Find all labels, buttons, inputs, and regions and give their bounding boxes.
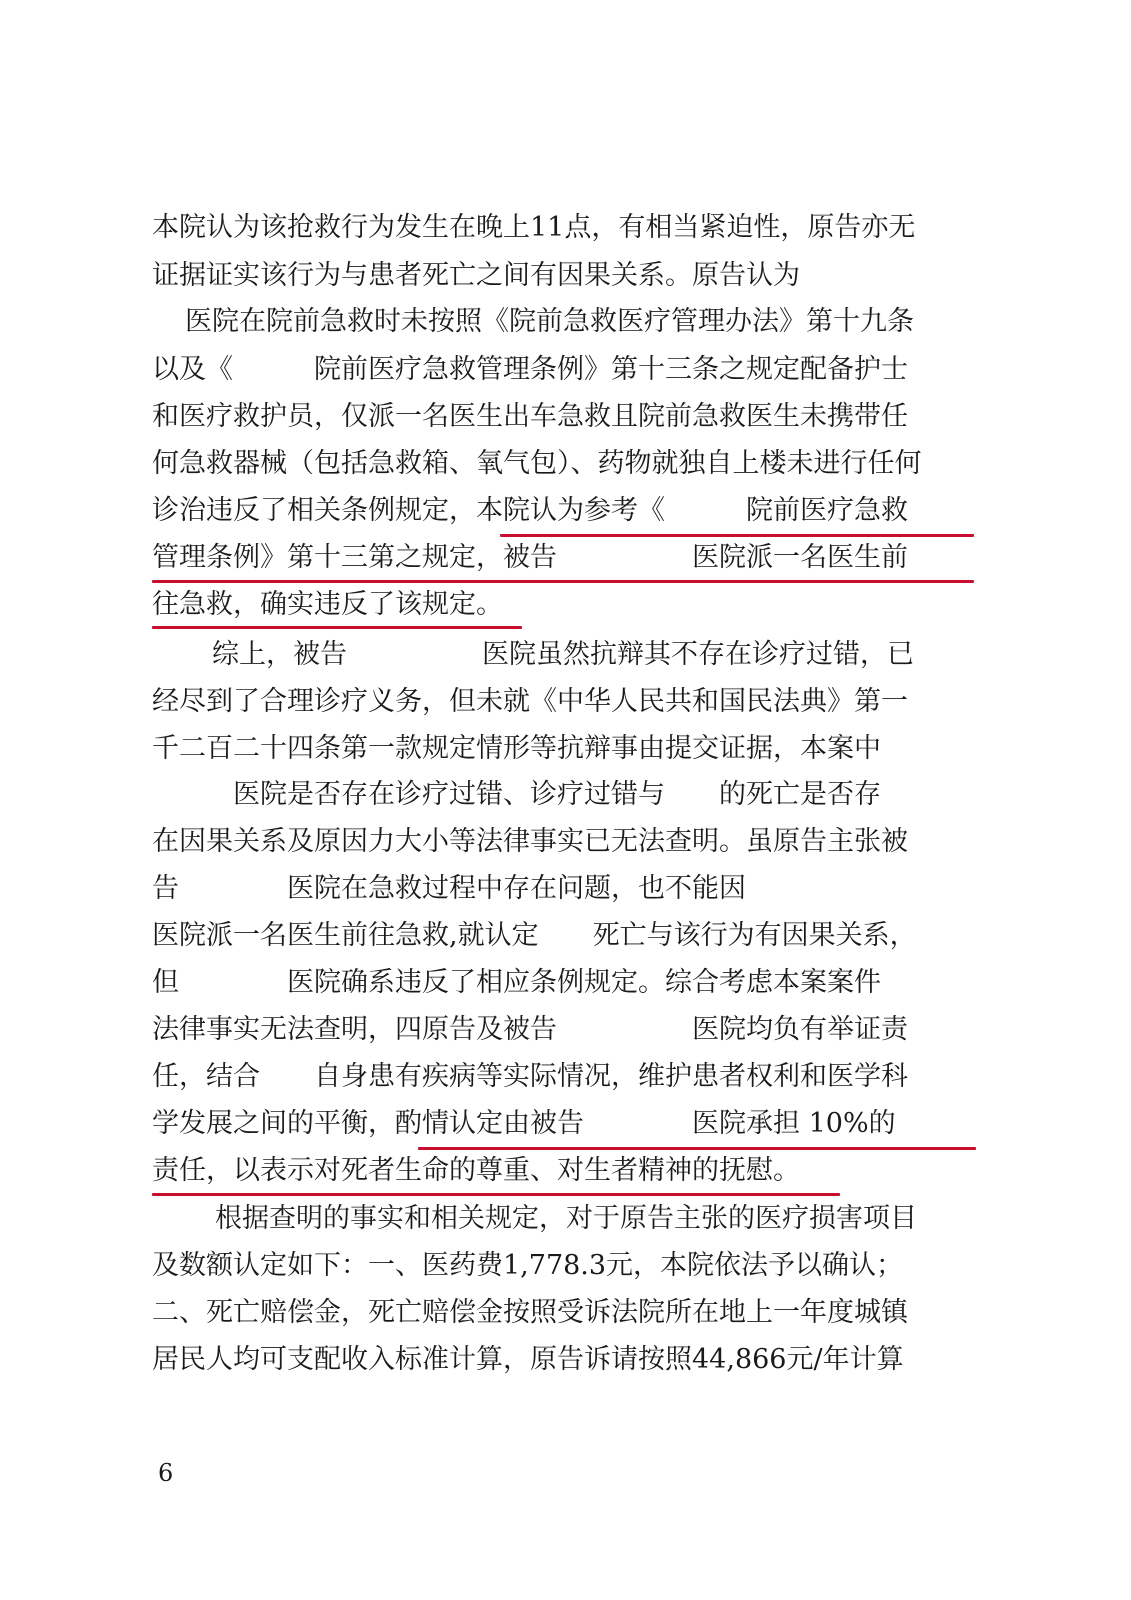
text-line: 及数额认定如下：一、医药费1,778.3元，本院依法予以确认； bbox=[152, 1250, 904, 1281]
text-line: 本院认为该抢救行为发生在晚上11点，有相当紧迫性，原告亦无 bbox=[152, 212, 916, 243]
text-line: 证据证实该行为与患者死亡之间有因果关系。原告认为 bbox=[152, 260, 800, 291]
text-line: 二、死亡赔偿金，死亡赔偿金按照受诉法院所在地上一年度城镇 bbox=[152, 1297, 908, 1328]
text-line: 何急救器械（包括急救箱、氧气包）、药物就独自上楼未进行任何 bbox=[152, 448, 922, 479]
text-line: 管理条例》第十三第之规定，被告 医院派一名医生前 bbox=[152, 542, 908, 573]
text-line: 告 医院在急救过程中存在问题，也不能因 bbox=[152, 873, 746, 904]
underline-highlight bbox=[152, 626, 522, 629]
text-line: 综上，被告 医院虽然抗辩其不存在诊疗过错，已 bbox=[212, 639, 914, 670]
text-line: 但 医院确系违反了相应条例规定。综合考虑本案案件 bbox=[152, 967, 881, 998]
text-line: 任，结合 自身患有疾病等实际情况，维护患者权利和医学科 bbox=[152, 1061, 908, 1092]
text-line: 医院派一名医生前往急救,就认定 死亡与该行为有因果关系， bbox=[152, 920, 917, 951]
text-line: 和医疗救护员，仅派一名医生出车急救且院前急救医生未携带任 bbox=[152, 401, 908, 432]
underline-highlight bbox=[500, 534, 974, 537]
text-line: 责任，以表示对死者生命的尊重、对生者精神的抚慰。 bbox=[152, 1155, 800, 1186]
underline-highlight bbox=[418, 1147, 976, 1150]
text-line: 以及《 院前医疗急救管理条例》第十三条之规定配备护士 bbox=[152, 354, 908, 385]
text-line: 诊治违反了相关条例规定，本院认为参考《 院前医疗急救 bbox=[152, 495, 908, 526]
text-line: 法律事实无法查明，四原告及被告 医院均负有举证责 bbox=[152, 1014, 908, 1045]
text-line: 往急救，确实违反了该规定。 bbox=[152, 589, 503, 620]
text-line: 医院在院前急救时未按照《院前急救医疗管理办法》第十九条 bbox=[185, 306, 914, 337]
text-line: 医院是否存在诊疗过错、诊疗过错与 的死亡是否存 bbox=[152, 779, 881, 810]
text-line: 学发展之间的平衡，酌情认定由被告 医院承担 10%的 bbox=[152, 1108, 896, 1139]
text-line: 根据查明的事实和相关规定，对于原告主张的医疗损害项目 bbox=[215, 1203, 917, 1234]
underline-highlight bbox=[152, 1193, 840, 1196]
text-line: 千二百二十四条第一款规定情形等抗辩事由提交证据，本案中 bbox=[152, 733, 881, 764]
text-line: 居民人均可支配收入标准计算，原告诉请按照44,866元/年计算 bbox=[152, 1344, 904, 1375]
text-line: 经尽到了合理诊疗义务，但未就《中华人民共和国民法典》第一 bbox=[152, 686, 908, 717]
text-line: 在因果关系及原因力大小等法律事实已无法查明。虽原告主张被 bbox=[152, 826, 908, 857]
page-number: 6 bbox=[158, 1459, 174, 1487]
underline-highlight bbox=[152, 580, 974, 583]
